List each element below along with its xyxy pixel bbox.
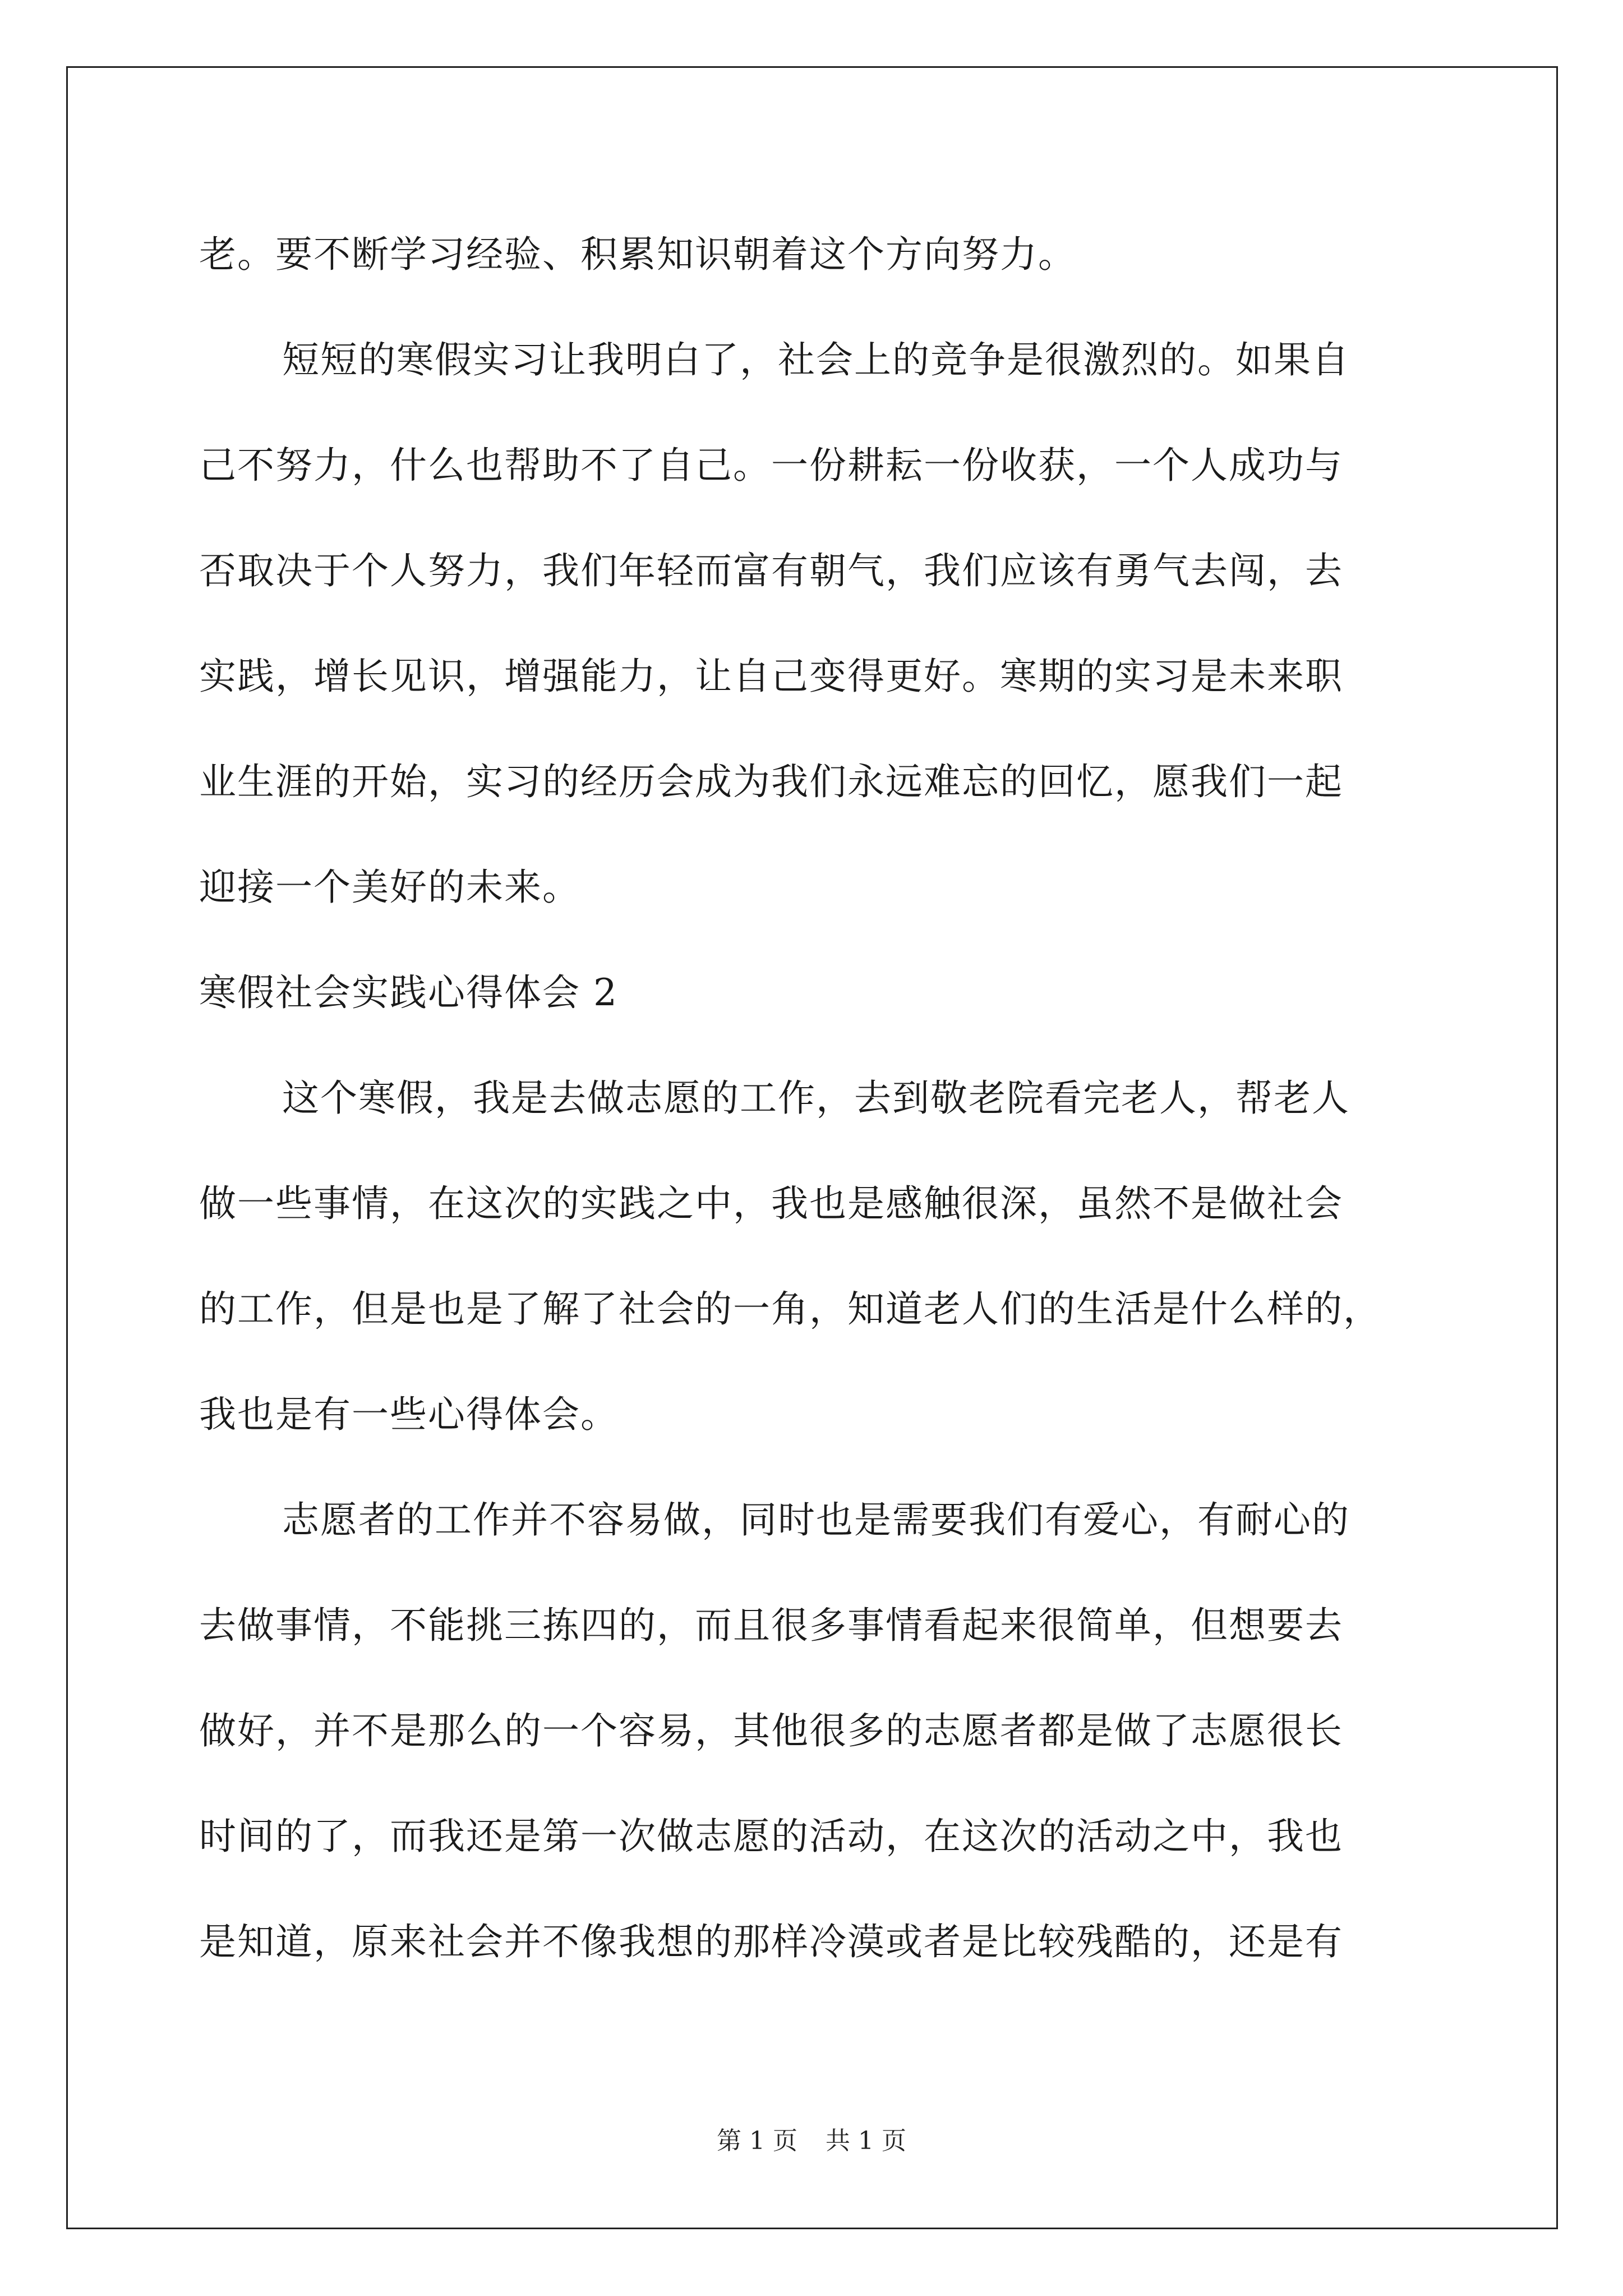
text-line: 做好，并不是那么的一个容易，其他很多的志愿者都是做了志愿很长	[199, 1709, 1343, 1752]
text-line: 这个寒假，我是去做志愿的工作，去到敬老院看完老人，帮老人	[282, 1076, 1350, 1120]
text-line: 是知道，原来社会并不像我想的那样冷漠或者是比较残酷的，还是有	[199, 1920, 1343, 1963]
text-line: 老。要不断学习经验、积累知识朝着这个方向努力。	[199, 233, 1076, 276]
text-line: 的工作，但是也是了解了社会的一角，知道老人们的生活是什么样的，	[199, 1287, 1381, 1331]
section-heading: 寒假社会实践心得体会 2	[199, 971, 618, 1014]
page-number-total: 共 1 页	[826, 2127, 906, 2155]
text-line: 志愿者的工作并不容易做，同时也是需要我们有爱心，有耐心的	[282, 1498, 1350, 1542]
text-line: 否取决于个人努力，我们年轻而富有朝气，我们应该有勇气去闯，去	[199, 549, 1343, 592]
page-number-current: 第 1 页	[717, 2127, 797, 2155]
document-body	[199, 202, 1433, 1995]
text-line: 时间的了，而我还是第一次做志愿的活动，在这次的活动之中，我也	[199, 1815, 1343, 1858]
text-line: 我也是有一些心得体会。	[199, 1393, 619, 1436]
text-line: 实践，增长见识，增强能力，让自己变得更好。寒期的实习是未来职	[199, 655, 1343, 698]
text-line: 去做事情，不能挑三拣四的，而且很多事情看起来很简单，但想要去	[199, 1604, 1343, 1647]
text-line: 业生涯的开始，实习的经历会成为我们永远难忘的回忆，愿我们一起	[199, 760, 1343, 803]
text-line: 己不努力，什么也帮助不了自己。一份耕耘一份收获，一个人成功与	[199, 444, 1343, 487]
text-line: 短短的寒假实习让我明白了，社会上的竞争是很激烈的。如果自	[282, 338, 1350, 381]
page-footer	[0, 2120, 1623, 2156]
text-line: 迎接一个美好的未来。	[199, 866, 580, 909]
text-line: 做一些事情，在这次的实践之中，我也是感触很深，虽然不是做社会	[199, 1182, 1343, 1225]
